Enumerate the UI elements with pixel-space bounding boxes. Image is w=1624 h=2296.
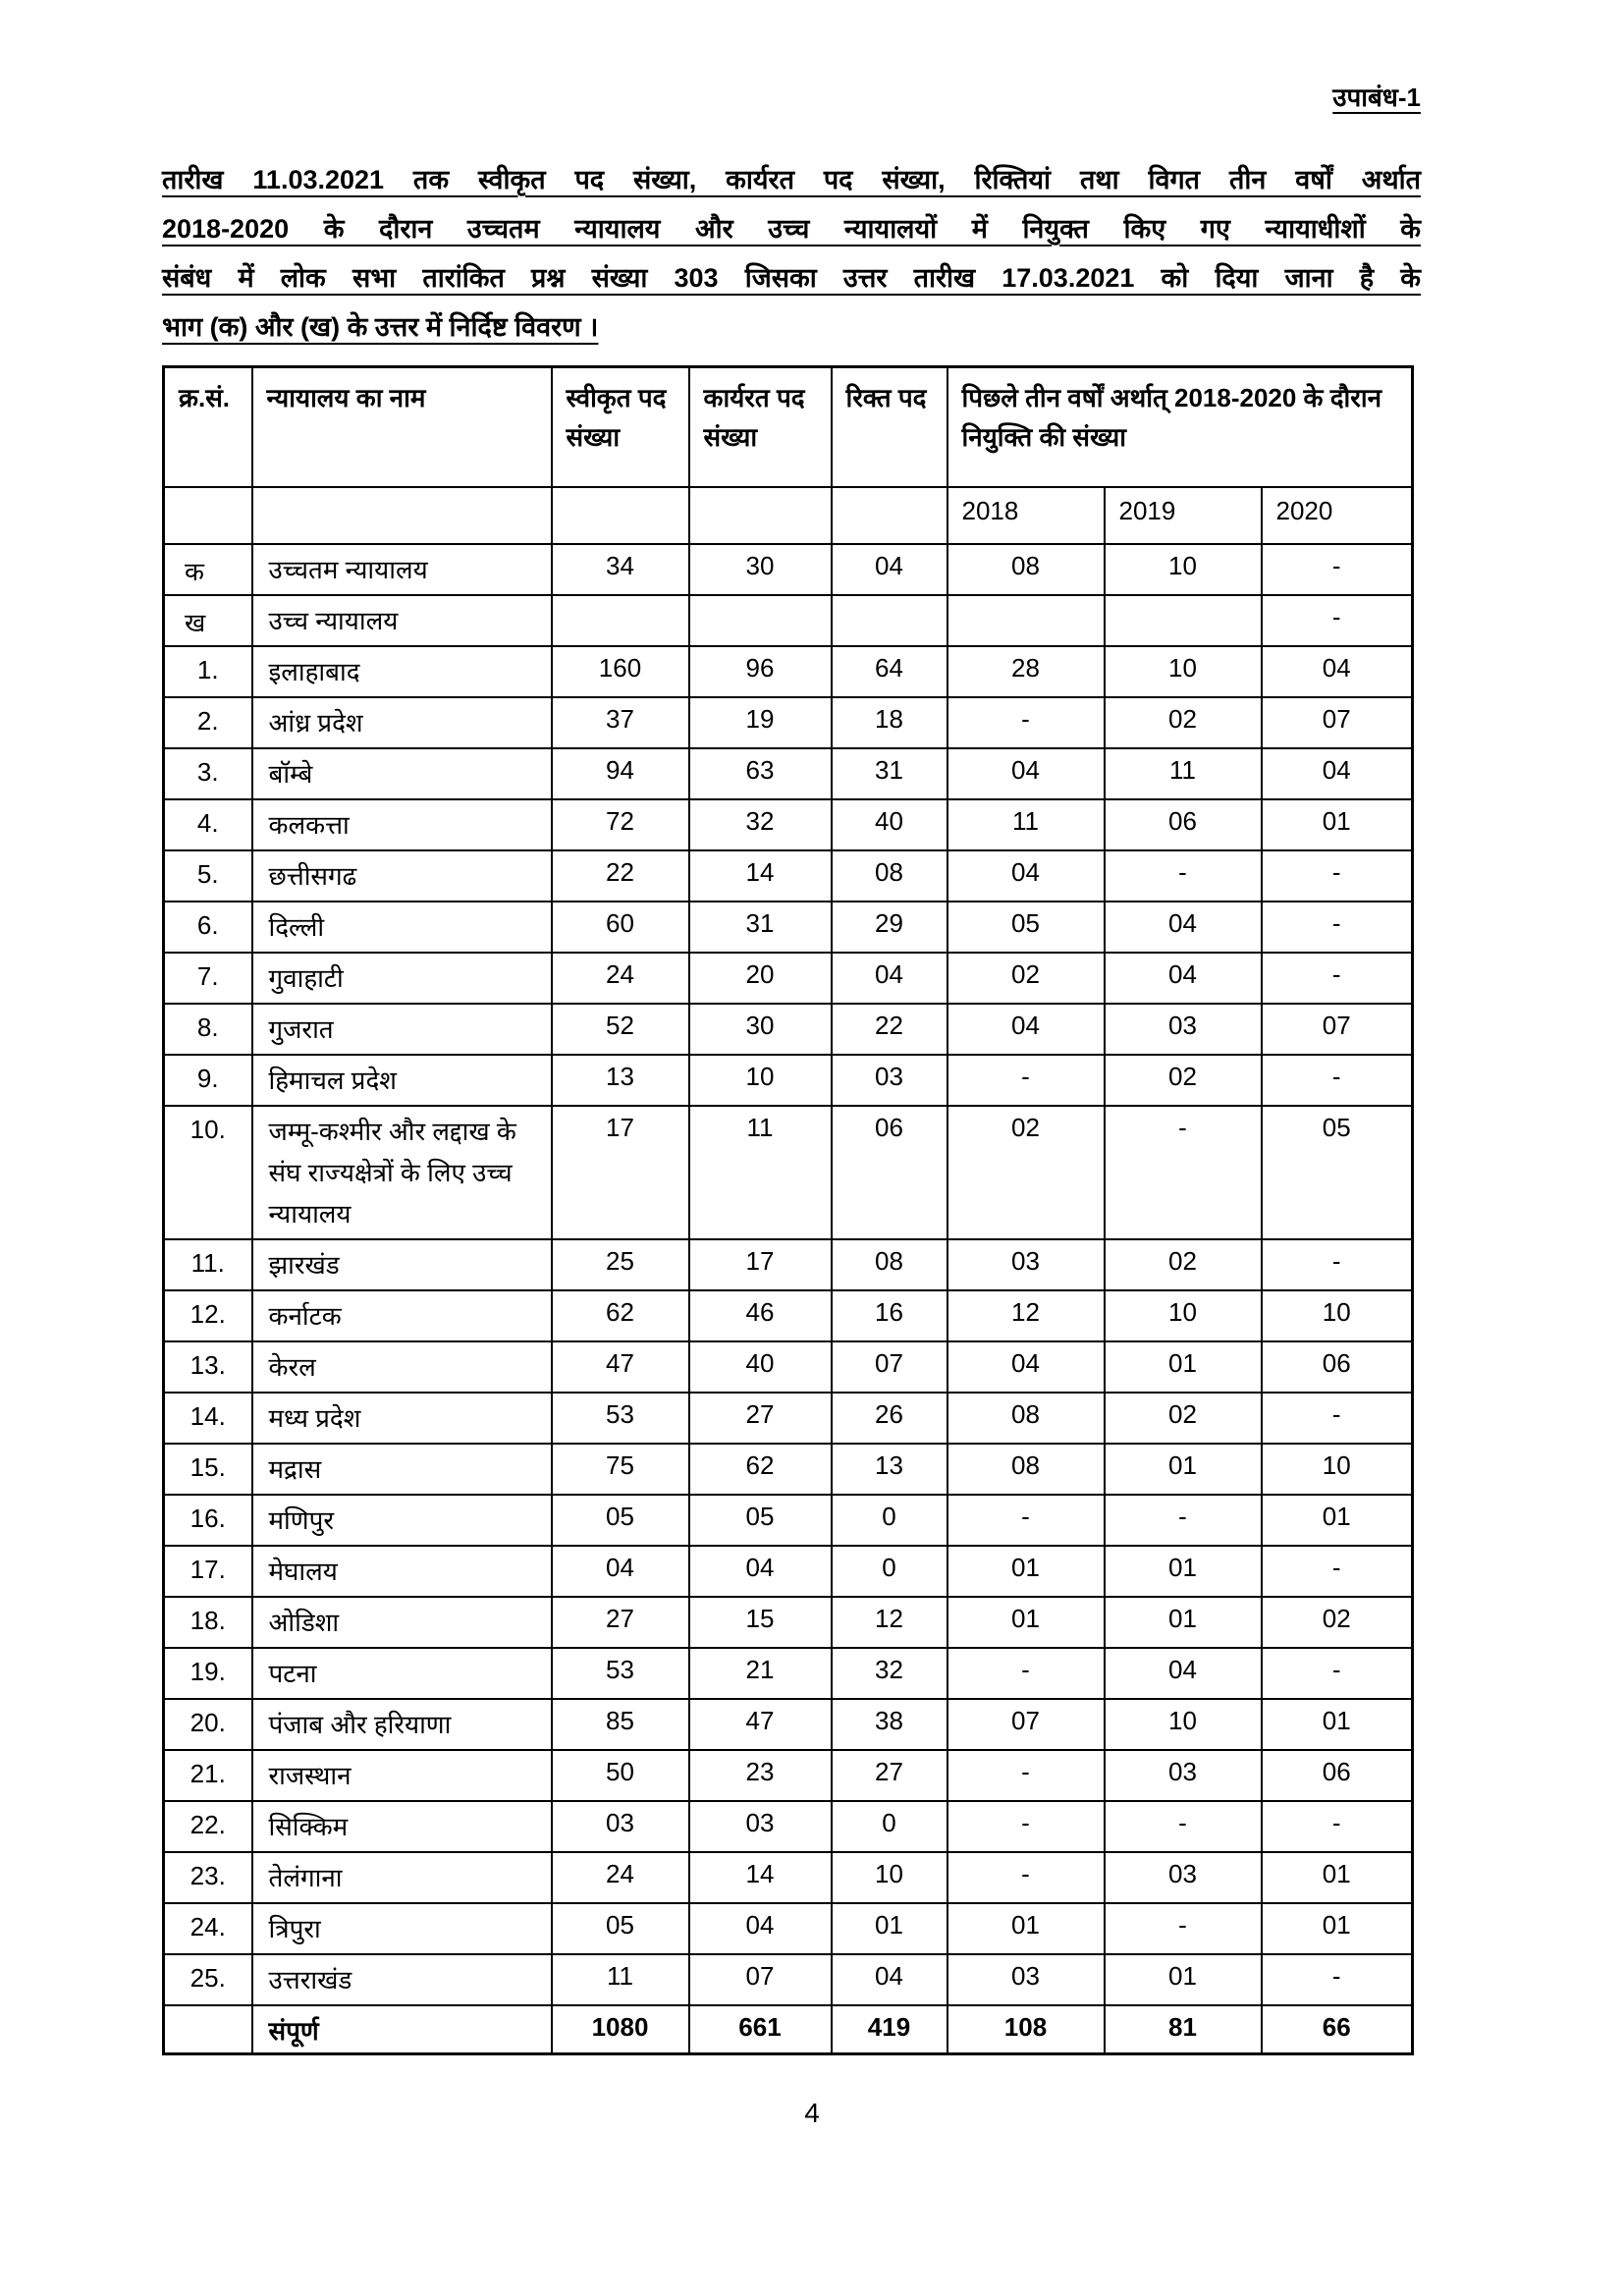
- table-row: [164, 1648, 1413, 1699]
- y2018-cell: 28: [947, 646, 1105, 697]
- total-sanctioned-cell: 1080: [552, 2005, 689, 2054]
- sanctioned-cell: [552, 595, 689, 646]
- y2018-cell: 01: [947, 1546, 1105, 1597]
- table-footer: [164, 2005, 1413, 2054]
- table-row: [164, 1341, 1413, 1393]
- working-cell: 11: [689, 1106, 832, 1239]
- y2018-cell: -: [947, 1852, 1105, 1903]
- total-2020-cell: 66: [1262, 2005, 1413, 2054]
- court-name-cell: पंजाब और हरियाणा: [252, 1699, 552, 1750]
- serial-cell: 8.: [164, 1004, 252, 1055]
- working-cell: 03: [689, 1801, 832, 1852]
- sanctioned-cell: 53: [552, 1393, 689, 1444]
- y2020-cell: -: [1262, 1801, 1413, 1852]
- working-cell: 62: [689, 1444, 832, 1495]
- vacant-cell: 0: [832, 1801, 947, 1852]
- y2018-cell: 02: [947, 953, 1105, 1004]
- serial-cell: 19.: [164, 1648, 252, 1699]
- sanctioned-cell: 03: [552, 1801, 689, 1852]
- vacant-cell: 29: [832, 902, 947, 953]
- y2018-cell: -: [947, 1801, 1105, 1852]
- serial-cell: 2.: [164, 697, 252, 748]
- y2019-cell: -: [1105, 1801, 1262, 1852]
- serial-cell: 7.: [164, 953, 252, 1004]
- court-name-cell: केरल: [252, 1341, 552, 1393]
- y2019-cell: 02: [1105, 1393, 1262, 1444]
- vacant-cell: 08: [832, 1239, 947, 1290]
- sanctioned-cell: 160: [552, 646, 689, 697]
- sanctioned-cell: 37: [552, 697, 689, 748]
- table-row: [164, 1444, 1413, 1495]
- table-row: [164, 1699, 1413, 1750]
- vacant-cell: 40: [832, 799, 947, 850]
- working-cell: 23: [689, 1750, 832, 1801]
- empty-header-cell: [832, 487, 947, 544]
- total-working-cell: 661: [689, 2005, 832, 2054]
- table-row: [164, 697, 1413, 748]
- header-vacant: रिक्त पद: [832, 367, 947, 487]
- serial-cell: 1.: [164, 646, 252, 697]
- vacant-cell: 16: [832, 1290, 947, 1341]
- y2018-cell: 12: [947, 1290, 1105, 1341]
- vacant-cell: 07: [832, 1341, 947, 1393]
- y2018-cell: 03: [947, 1239, 1105, 1290]
- y2019-cell: 02: [1105, 1055, 1262, 1106]
- court-name-cell: कलकत्ता: [252, 799, 552, 850]
- y2018-cell: 04: [947, 850, 1105, 902]
- serial-cell: 5.: [164, 850, 252, 902]
- total-vacant-cell: 419: [832, 2005, 947, 2054]
- y2019-cell: -: [1105, 1903, 1262, 1954]
- working-cell: 10: [689, 1055, 832, 1106]
- y2019-cell: 03: [1105, 1004, 1262, 1055]
- vacant-cell: 12: [832, 1597, 947, 1648]
- table-row: [164, 1903, 1413, 1954]
- y2019-cell: 10: [1105, 646, 1262, 697]
- y2019-cell: 01: [1105, 1546, 1262, 1597]
- working-cell: 96: [689, 646, 832, 697]
- y2019-cell: 04: [1105, 902, 1262, 953]
- court-name-cell: मेघालय: [252, 1546, 552, 1597]
- table-row: [164, 1750, 1413, 1801]
- court-name-cell: गुजरात: [252, 1004, 552, 1055]
- sanctioned-cell: 75: [552, 1444, 689, 1495]
- y2019-cell: 02: [1105, 697, 1262, 748]
- court-name-cell: कर्नाटक: [252, 1290, 552, 1341]
- sanctioned-cell: 85: [552, 1699, 689, 1750]
- header-year-2018: 2018: [947, 487, 1105, 544]
- y2019-cell: -: [1105, 850, 1262, 902]
- y2018-cell: 08: [947, 1393, 1105, 1444]
- sanctioned-cell: 94: [552, 748, 689, 799]
- working-cell: 27: [689, 1393, 832, 1444]
- annex-label: उपाबंध-1: [1332, 82, 1421, 112]
- table-row: [164, 748, 1413, 799]
- serial-cell: 3.: [164, 748, 252, 799]
- header-row-years: [164, 487, 1413, 544]
- serial-cell: 14.: [164, 1393, 252, 1444]
- working-cell: 19: [689, 697, 832, 748]
- intro-line: संबंध में लोक सभा तारांकित प्रश्न संख्या 303 जिसका उत्तर तारीख 17.03.2021 को दिया जाना है के: [162, 263, 1421, 293]
- serial-cell: 21.: [164, 1750, 252, 1801]
- header-year-2019: 2019: [1105, 487, 1262, 544]
- sanctioned-cell: 24: [552, 1852, 689, 1903]
- y2020-cell: 10: [1262, 1290, 1413, 1341]
- y2020-cell: 01: [1262, 799, 1413, 850]
- table-row: [164, 1801, 1413, 1852]
- vacant-cell: 08: [832, 850, 947, 902]
- court-name-cell: सिक्किम: [252, 1801, 552, 1852]
- vacant-cell: 38: [832, 1699, 947, 1750]
- court-name-cell: तेलंगाना: [252, 1852, 552, 1903]
- court-name-cell: जम्मू-कश्मीर और लद्दाख के संघ राज्यक्षेत्रों के लिए उच्च न्यायालय: [252, 1106, 552, 1239]
- vacant-cell: 0: [832, 1546, 947, 1597]
- y2018-cell: -: [947, 1055, 1105, 1106]
- y2020-cell: -: [1262, 595, 1413, 646]
- courts-judges-table: [162, 365, 1414, 2055]
- y2020-cell: -: [1262, 953, 1413, 1004]
- sanctioned-cell: 05: [552, 1495, 689, 1546]
- sanctioned-cell: 24: [552, 953, 689, 1004]
- vacant-cell: 26: [832, 1393, 947, 1444]
- y2020-cell: -: [1262, 850, 1413, 902]
- court-name-cell: उत्तराखंड: [252, 1954, 552, 2005]
- table-row: [164, 1546, 1413, 1597]
- y2020-cell: 01: [1262, 1699, 1413, 1750]
- header-appointments: पिछले तीन वर्षों अर्थात् 2018-2020 के दौरान नियुक्ति की संख्या: [947, 367, 1413, 487]
- total-row: [164, 2005, 1413, 2054]
- y2020-cell: 06: [1262, 1750, 1413, 1801]
- y2018-cell: 07: [947, 1699, 1105, 1750]
- table-row: [164, 850, 1413, 902]
- working-cell: [689, 595, 832, 646]
- serial-cell: 11.: [164, 1239, 252, 1290]
- table-row: [164, 799, 1413, 850]
- sanctioned-cell: 05: [552, 1903, 689, 1954]
- y2019-cell: 03: [1105, 1750, 1262, 1801]
- sanctioned-cell: 62: [552, 1290, 689, 1341]
- sanctioned-cell: 53: [552, 1648, 689, 1699]
- court-name-cell: त्रिपुरा: [252, 1903, 552, 1954]
- working-cell: 14: [689, 1852, 832, 1903]
- y2020-cell: -: [1262, 1648, 1413, 1699]
- y2019-cell: 01: [1105, 1597, 1262, 1648]
- serial-cell: 23.: [164, 1852, 252, 1903]
- court-name-cell: पटना: [252, 1648, 552, 1699]
- table-row: [164, 646, 1413, 697]
- y2019-cell: [1105, 595, 1262, 646]
- working-cell: 40: [689, 1341, 832, 1393]
- vacant-cell: 31: [832, 748, 947, 799]
- serial-cell: 13.: [164, 1341, 252, 1393]
- court-name-cell: आंध्र प्रदेश: [252, 697, 552, 748]
- y2019-cell: 03: [1105, 1852, 1262, 1903]
- vacant-cell: 04: [832, 1954, 947, 2005]
- sanctioned-cell: 04: [552, 1546, 689, 1597]
- working-cell: 04: [689, 1903, 832, 1954]
- table-body: [164, 544, 1413, 2005]
- court-name-cell: गुवाहाटी: [252, 953, 552, 1004]
- court-name-cell: दिल्ली: [252, 902, 552, 953]
- table-row: [164, 544, 1413, 595]
- vacant-cell: 18: [832, 697, 947, 748]
- serial-cell: 6.: [164, 902, 252, 953]
- y2019-cell: -: [1105, 1495, 1262, 1546]
- working-cell: 63: [689, 748, 832, 799]
- y2018-cell: 04: [947, 1341, 1105, 1393]
- vacant-cell: 0: [832, 1495, 947, 1546]
- vacant-cell: 10: [832, 1852, 947, 1903]
- y2020-cell: -: [1262, 1393, 1413, 1444]
- y2019-cell: 01: [1105, 1444, 1262, 1495]
- court-name-cell: हिमाचल प्रदेश: [252, 1055, 552, 1106]
- total-label-cell: संपूर्ण: [252, 2005, 552, 2054]
- y2018-cell: -: [947, 1648, 1105, 1699]
- y2018-cell: -: [947, 1750, 1105, 1801]
- y2018-cell: 08: [947, 1444, 1105, 1495]
- y2019-cell: 04: [1105, 953, 1262, 1004]
- vacant-cell: 03: [832, 1055, 947, 1106]
- working-cell: 14: [689, 850, 832, 902]
- sanctioned-cell: 52: [552, 1004, 689, 1055]
- y2020-cell: 01: [1262, 1903, 1413, 1954]
- vacant-cell: 04: [832, 544, 947, 595]
- y2019-cell: 10: [1105, 544, 1262, 595]
- court-name-cell: ओडिशा: [252, 1597, 552, 1648]
- table-header: [164, 367, 1413, 544]
- empty-header-cell: [552, 487, 689, 544]
- court-name-cell: बॉम्बे: [252, 748, 552, 799]
- y2020-cell: 02: [1262, 1597, 1413, 1648]
- y2018-cell: 01: [947, 1903, 1105, 1954]
- serial-cell: 24.: [164, 1903, 252, 1954]
- y2018-cell: -: [947, 697, 1105, 748]
- serial-cell: 4.: [164, 799, 252, 850]
- table-row: [164, 1290, 1413, 1341]
- working-cell: 21: [689, 1648, 832, 1699]
- total-2019-cell: 81: [1105, 2005, 1262, 2054]
- working-cell: 32: [689, 799, 832, 850]
- sanctioned-cell: 17: [552, 1106, 689, 1239]
- court-name-cell: मद्रास: [252, 1444, 552, 1495]
- y2019-cell: 10: [1105, 1699, 1262, 1750]
- page-number: 4: [804, 2098, 820, 2128]
- sanctioned-cell: 47: [552, 1341, 689, 1393]
- header-court-name: न्यायालय का नाम: [252, 367, 552, 487]
- court-name-cell: छत्तीसगढ: [252, 850, 552, 902]
- table-row: [164, 1597, 1413, 1648]
- y2018-cell: 01: [947, 1597, 1105, 1648]
- vacant-cell: 04: [832, 953, 947, 1004]
- serial-cell: 10.: [164, 1106, 252, 1239]
- intro-paragraph: [162, 155, 1421, 352]
- total-serial-cell: [164, 2005, 252, 2054]
- court-name-cell: राजस्थान: [252, 1750, 552, 1801]
- sanctioned-cell: 50: [552, 1750, 689, 1801]
- sanctioned-cell: 60: [552, 902, 689, 953]
- court-name-cell: मणिपुर: [252, 1495, 552, 1546]
- serial-cell: क: [164, 544, 252, 595]
- serial-cell: 12.: [164, 1290, 252, 1341]
- working-cell: 30: [689, 1004, 832, 1055]
- y2020-cell: 05: [1262, 1106, 1413, 1239]
- intro-line: 2018-2020 के दौरान उच्चतम न्यायालय और उच्च न्यायालयों में नियुक्त किए गए न्यायाधीशों के: [162, 214, 1421, 244]
- header-sanctioned: स्वीकृत पद संख्या: [552, 367, 689, 487]
- table-row: [164, 1004, 1413, 1055]
- table-row: [164, 1393, 1413, 1444]
- serial-cell: 17.: [164, 1546, 252, 1597]
- court-name-cell: उच्चतम न्यायालय: [252, 544, 552, 595]
- vacant-cell: 27: [832, 1750, 947, 1801]
- table-row: [164, 1495, 1413, 1546]
- serial-cell: ख: [164, 595, 252, 646]
- sanctioned-cell: 11: [552, 1954, 689, 2005]
- empty-header-cell: [164, 487, 252, 544]
- empty-header-cell: [689, 487, 832, 544]
- working-cell: 15: [689, 1597, 832, 1648]
- working-cell: 30: [689, 544, 832, 595]
- y2018-cell: [947, 595, 1105, 646]
- y2018-cell: -: [947, 1495, 1105, 1546]
- vacant-cell: 22: [832, 1004, 947, 1055]
- court-name-cell: इलाहाबाद: [252, 646, 552, 697]
- sanctioned-cell: 25: [552, 1239, 689, 1290]
- y2020-cell: 07: [1262, 697, 1413, 748]
- y2018-cell: 03: [947, 1954, 1105, 2005]
- y2019-cell: 01: [1105, 1341, 1262, 1393]
- header-serial: क्र.सं.: [164, 367, 252, 487]
- vacant-cell: 64: [832, 646, 947, 697]
- vacant-cell: 06: [832, 1106, 947, 1239]
- y2018-cell: 11: [947, 799, 1105, 850]
- sanctioned-cell: 27: [552, 1597, 689, 1648]
- y2020-cell: -: [1262, 1954, 1413, 2005]
- table-row: [164, 1852, 1413, 1903]
- y2020-cell: 01: [1262, 1852, 1413, 1903]
- header-row-main: [164, 367, 1413, 487]
- y2019-cell: 04: [1105, 1648, 1262, 1699]
- y2018-cell: 08: [947, 544, 1105, 595]
- court-name-cell: मध्य प्रदेश: [252, 1393, 552, 1444]
- working-cell: 05: [689, 1495, 832, 1546]
- y2020-cell: 06: [1262, 1341, 1413, 1393]
- table-row: [164, 1055, 1413, 1106]
- y2020-cell: -: [1262, 1239, 1413, 1290]
- y2019-cell: 11: [1105, 748, 1262, 799]
- sanctioned-cell: 13: [552, 1055, 689, 1106]
- y2020-cell: 04: [1262, 646, 1413, 697]
- y2020-cell: 01: [1262, 1495, 1413, 1546]
- serial-cell: 22.: [164, 1801, 252, 1852]
- y2020-cell: -: [1262, 902, 1413, 953]
- y2019-cell: 02: [1105, 1239, 1262, 1290]
- table-row: [164, 902, 1413, 953]
- y2019-cell: 01: [1105, 1954, 1262, 2005]
- working-cell: 46: [689, 1290, 832, 1341]
- working-cell: 47: [689, 1699, 832, 1750]
- intro-line: तारीख 11.03.2021 तक स्वीकृत पद संख्या, कार्यरत पद संख्या, रिक्तियां तथा विगत तीन वर्षों अर्थात: [162, 165, 1421, 194]
- table-row: [164, 1106, 1413, 1239]
- working-cell: 17: [689, 1239, 832, 1290]
- serial-cell: 18.: [164, 1597, 252, 1648]
- vacant-cell: 32: [832, 1648, 947, 1699]
- y2019-cell: 10: [1105, 1290, 1262, 1341]
- working-cell: 31: [689, 902, 832, 953]
- table-row: [164, 1954, 1413, 2005]
- court-name-cell: झारखंड: [252, 1239, 552, 1290]
- serial-cell: 9.: [164, 1055, 252, 1106]
- vacant-cell: 01: [832, 1903, 947, 1954]
- serial-cell: 16.: [164, 1495, 252, 1546]
- y2018-cell: 05: [947, 902, 1105, 953]
- y2020-cell: 04: [1262, 748, 1413, 799]
- sanctioned-cell: 22: [552, 850, 689, 902]
- y2020-cell: -: [1262, 1546, 1413, 1597]
- court-name-cell: उच्च न्यायालय: [252, 595, 552, 646]
- total-2018-cell: 108: [947, 2005, 1105, 2054]
- table-row: [164, 1239, 1413, 1290]
- intro-line: भाग (क) और (ख) के उत्तर में निर्दिष्ट विवरण ।: [162, 312, 599, 342]
- y2018-cell: 02: [947, 1106, 1105, 1239]
- serial-cell: 15.: [164, 1444, 252, 1495]
- y2018-cell: 04: [947, 1004, 1105, 1055]
- working-cell: 04: [689, 1546, 832, 1597]
- table-row: [164, 953, 1413, 1004]
- y2020-cell: 07: [1262, 1004, 1413, 1055]
- serial-cell: 25.: [164, 1954, 252, 2005]
- header-year-2020: 2020: [1262, 487, 1413, 544]
- sanctioned-cell: 34: [552, 544, 689, 595]
- header-working: कार्यरत पद संख्या: [689, 367, 832, 487]
- y2018-cell: 04: [947, 748, 1105, 799]
- y2019-cell: -: [1105, 1106, 1262, 1239]
- table-row: [164, 595, 1413, 646]
- y2019-cell: 06: [1105, 799, 1262, 850]
- serial-cell: 20.: [164, 1699, 252, 1750]
- y2020-cell: -: [1262, 1055, 1413, 1106]
- y2020-cell: 10: [1262, 1444, 1413, 1495]
- working-cell: 20: [689, 953, 832, 1004]
- working-cell: 07: [689, 1954, 832, 2005]
- y2020-cell: -: [1262, 544, 1413, 595]
- vacant-cell: [832, 595, 947, 646]
- empty-header-cell: [252, 487, 552, 544]
- sanctioned-cell: 72: [552, 799, 689, 850]
- vacant-cell: 13: [832, 1444, 947, 1495]
